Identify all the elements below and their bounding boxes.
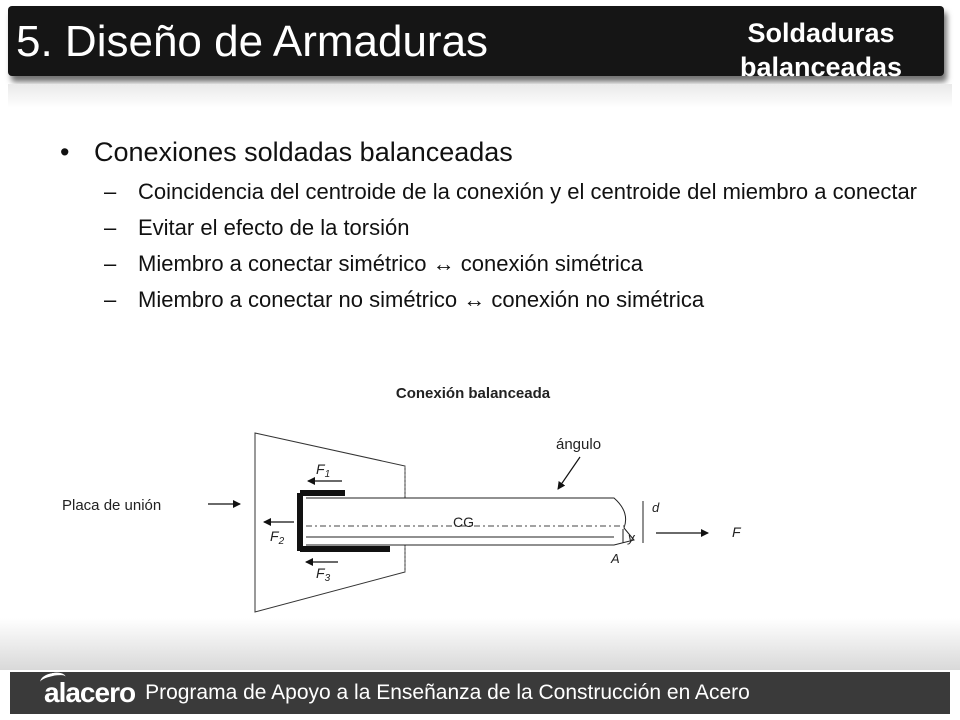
bullet-dot: • — [60, 137, 70, 167]
logo-text: alacero — [44, 677, 136, 708]
d-label: d — [652, 500, 660, 515]
plate-label: Placa de unión — [62, 497, 162, 514]
alacero-logo — [44, 679, 135, 707]
subtitle-line-2: balanceadas — [739, 52, 903, 82]
sub-bullet-text: Evitar el efecto de la torsión — [138, 215, 410, 240]
page-title: 5. Diseño de Armaduras — [16, 17, 489, 66]
dash-marker: – — [104, 251, 117, 276]
sub-bullet-text: Miembro a conectar simétrico ↔ conexión simétrica — [138, 251, 643, 276]
force-label: F — [732, 524, 741, 540]
angle-pointer-arrow — [558, 457, 580, 489]
footer-shadow-band — [0, 618, 960, 670]
sub-bullet-text: Coincidencia del centroide de la conexión y el centroide del miembro a conectar — [138, 179, 918, 204]
cg-label: CG — [453, 514, 474, 530]
sub-bullet-text: Miembro a conectar no simétrico ↔ conexión no simétrica — [138, 287, 705, 312]
f3-label: $F_3$ — [316, 565, 331, 584]
f2-label: $F_2$ — [270, 528, 285, 547]
a-label: A — [611, 551, 620, 566]
diagram-title: Conexión balanceada — [395, 385, 551, 402]
f1-label: $F_1$ — [316, 461, 331, 480]
main-bullet-text: Conexiones soldadas balanceadas — [94, 137, 513, 167]
dash-marker: – — [104, 179, 117, 204]
dash-marker: – — [104, 215, 117, 240]
dash-marker: – — [104, 287, 117, 312]
footer-text: Programa de Apoyo a la Enseñanza de la Construcción en Acero — [145, 681, 750, 704]
y-label: y — [628, 530, 635, 545]
subtitle-line-1: Soldaduras — [747, 18, 895, 48]
footer-bar — [10, 672, 950, 714]
angle-label: ángulo — [556, 436, 602, 453]
